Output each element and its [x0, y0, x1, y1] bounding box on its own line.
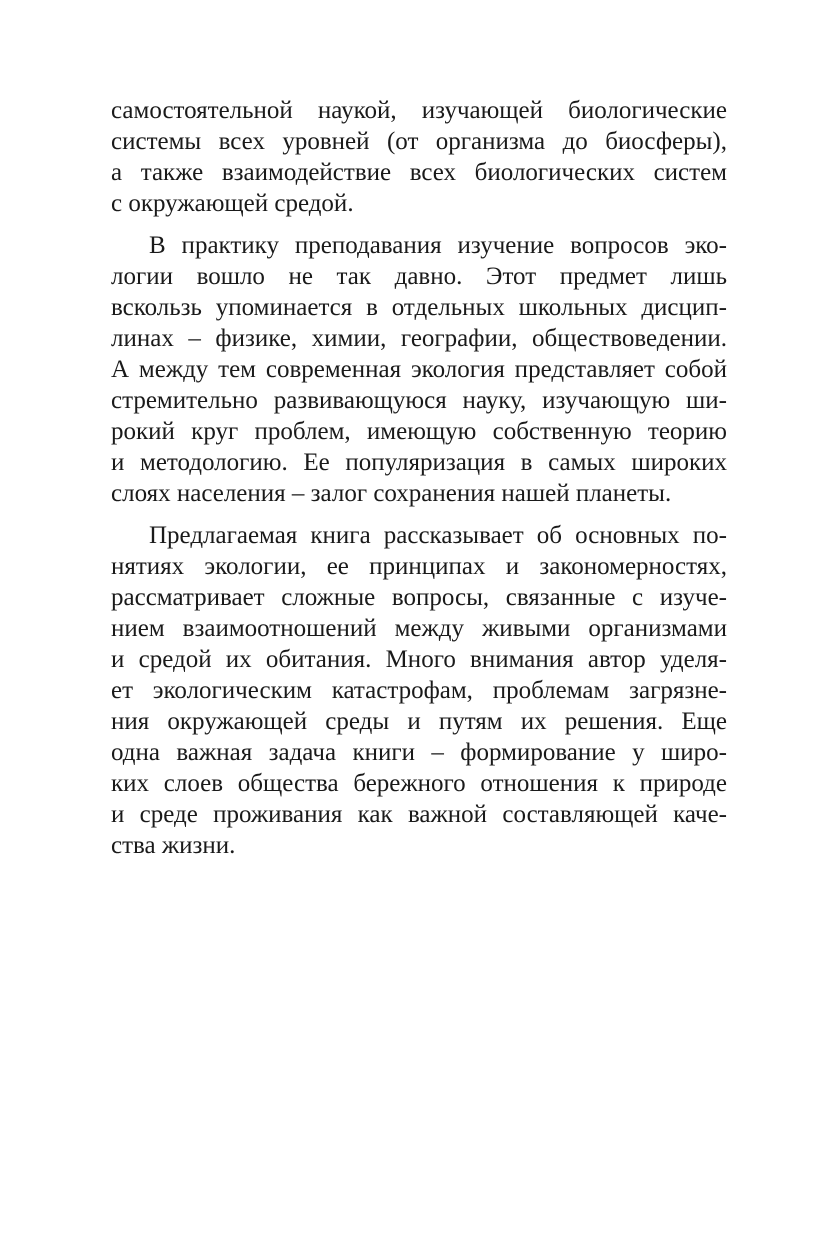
- text-line: слоях населения – залог сохранения нашей планеты.: [111, 480, 672, 507]
- text-line: рокий круг проблем, имеющую собственную теорию: [111, 418, 727, 445]
- text-line: одна важная задача книги – формирование у широ-: [111, 739, 727, 766]
- text-line: нятиях экологии, ее принципах и закономерностях,: [111, 553, 727, 580]
- text-line: вскользь упоминается в отдельных школьных дисцип-: [111, 294, 727, 321]
- text-line: стремительно развивающуюся науку, изучающую ши-: [111, 387, 727, 414]
- text-line: ет экологическим катастрофам, проблемам загрязне-: [111, 677, 727, 704]
- text-line: ния окружающей среды и путям их решения. Еще: [111, 708, 727, 735]
- text-line: ства жизни.: [111, 832, 236, 859]
- text-line: а также взаимодействие всех биологических систем: [111, 159, 727, 186]
- body-text: [111, 95, 727, 872]
- text-line: с окружающей средой.: [111, 190, 354, 217]
- text-line: А между тем современная экология представляет собой: [111, 356, 727, 383]
- text-line: линах – физике, химии, географии, обществоведении.: [111, 325, 727, 352]
- text-line: системы всех уровней (от организма до биосферы),: [111, 128, 727, 155]
- text-line: В практику преподавания изучение вопросов эко-: [149, 232, 727, 259]
- text-line: и среде проживания как важной составляющей каче-: [111, 801, 727, 828]
- text-line: и средой их обитания. Много внимания автор уделя-: [111, 646, 727, 673]
- text-line: нием взаимоотношений между живыми организмами: [111, 615, 727, 642]
- text-line: ких слоев общества бережного отношения к природе: [111, 770, 727, 797]
- text-line: логии вошло не так давно. Этот предмет лишь: [111, 263, 727, 290]
- text-line: рассматривает сложные вопросы, связанные с изуче-: [111, 584, 727, 611]
- text-line: самостоятельной наукой, изучающей биологические: [111, 97, 727, 124]
- text-line: Предлагаемая книга рассказывает об основных по-: [149, 522, 727, 549]
- paragraph-2: [111, 230, 727, 509]
- text-line: и методологию. Ее популяризация в самых широких: [111, 449, 727, 476]
- paragraph-3: [111, 520, 727, 861]
- paragraph-1: [111, 95, 727, 219]
